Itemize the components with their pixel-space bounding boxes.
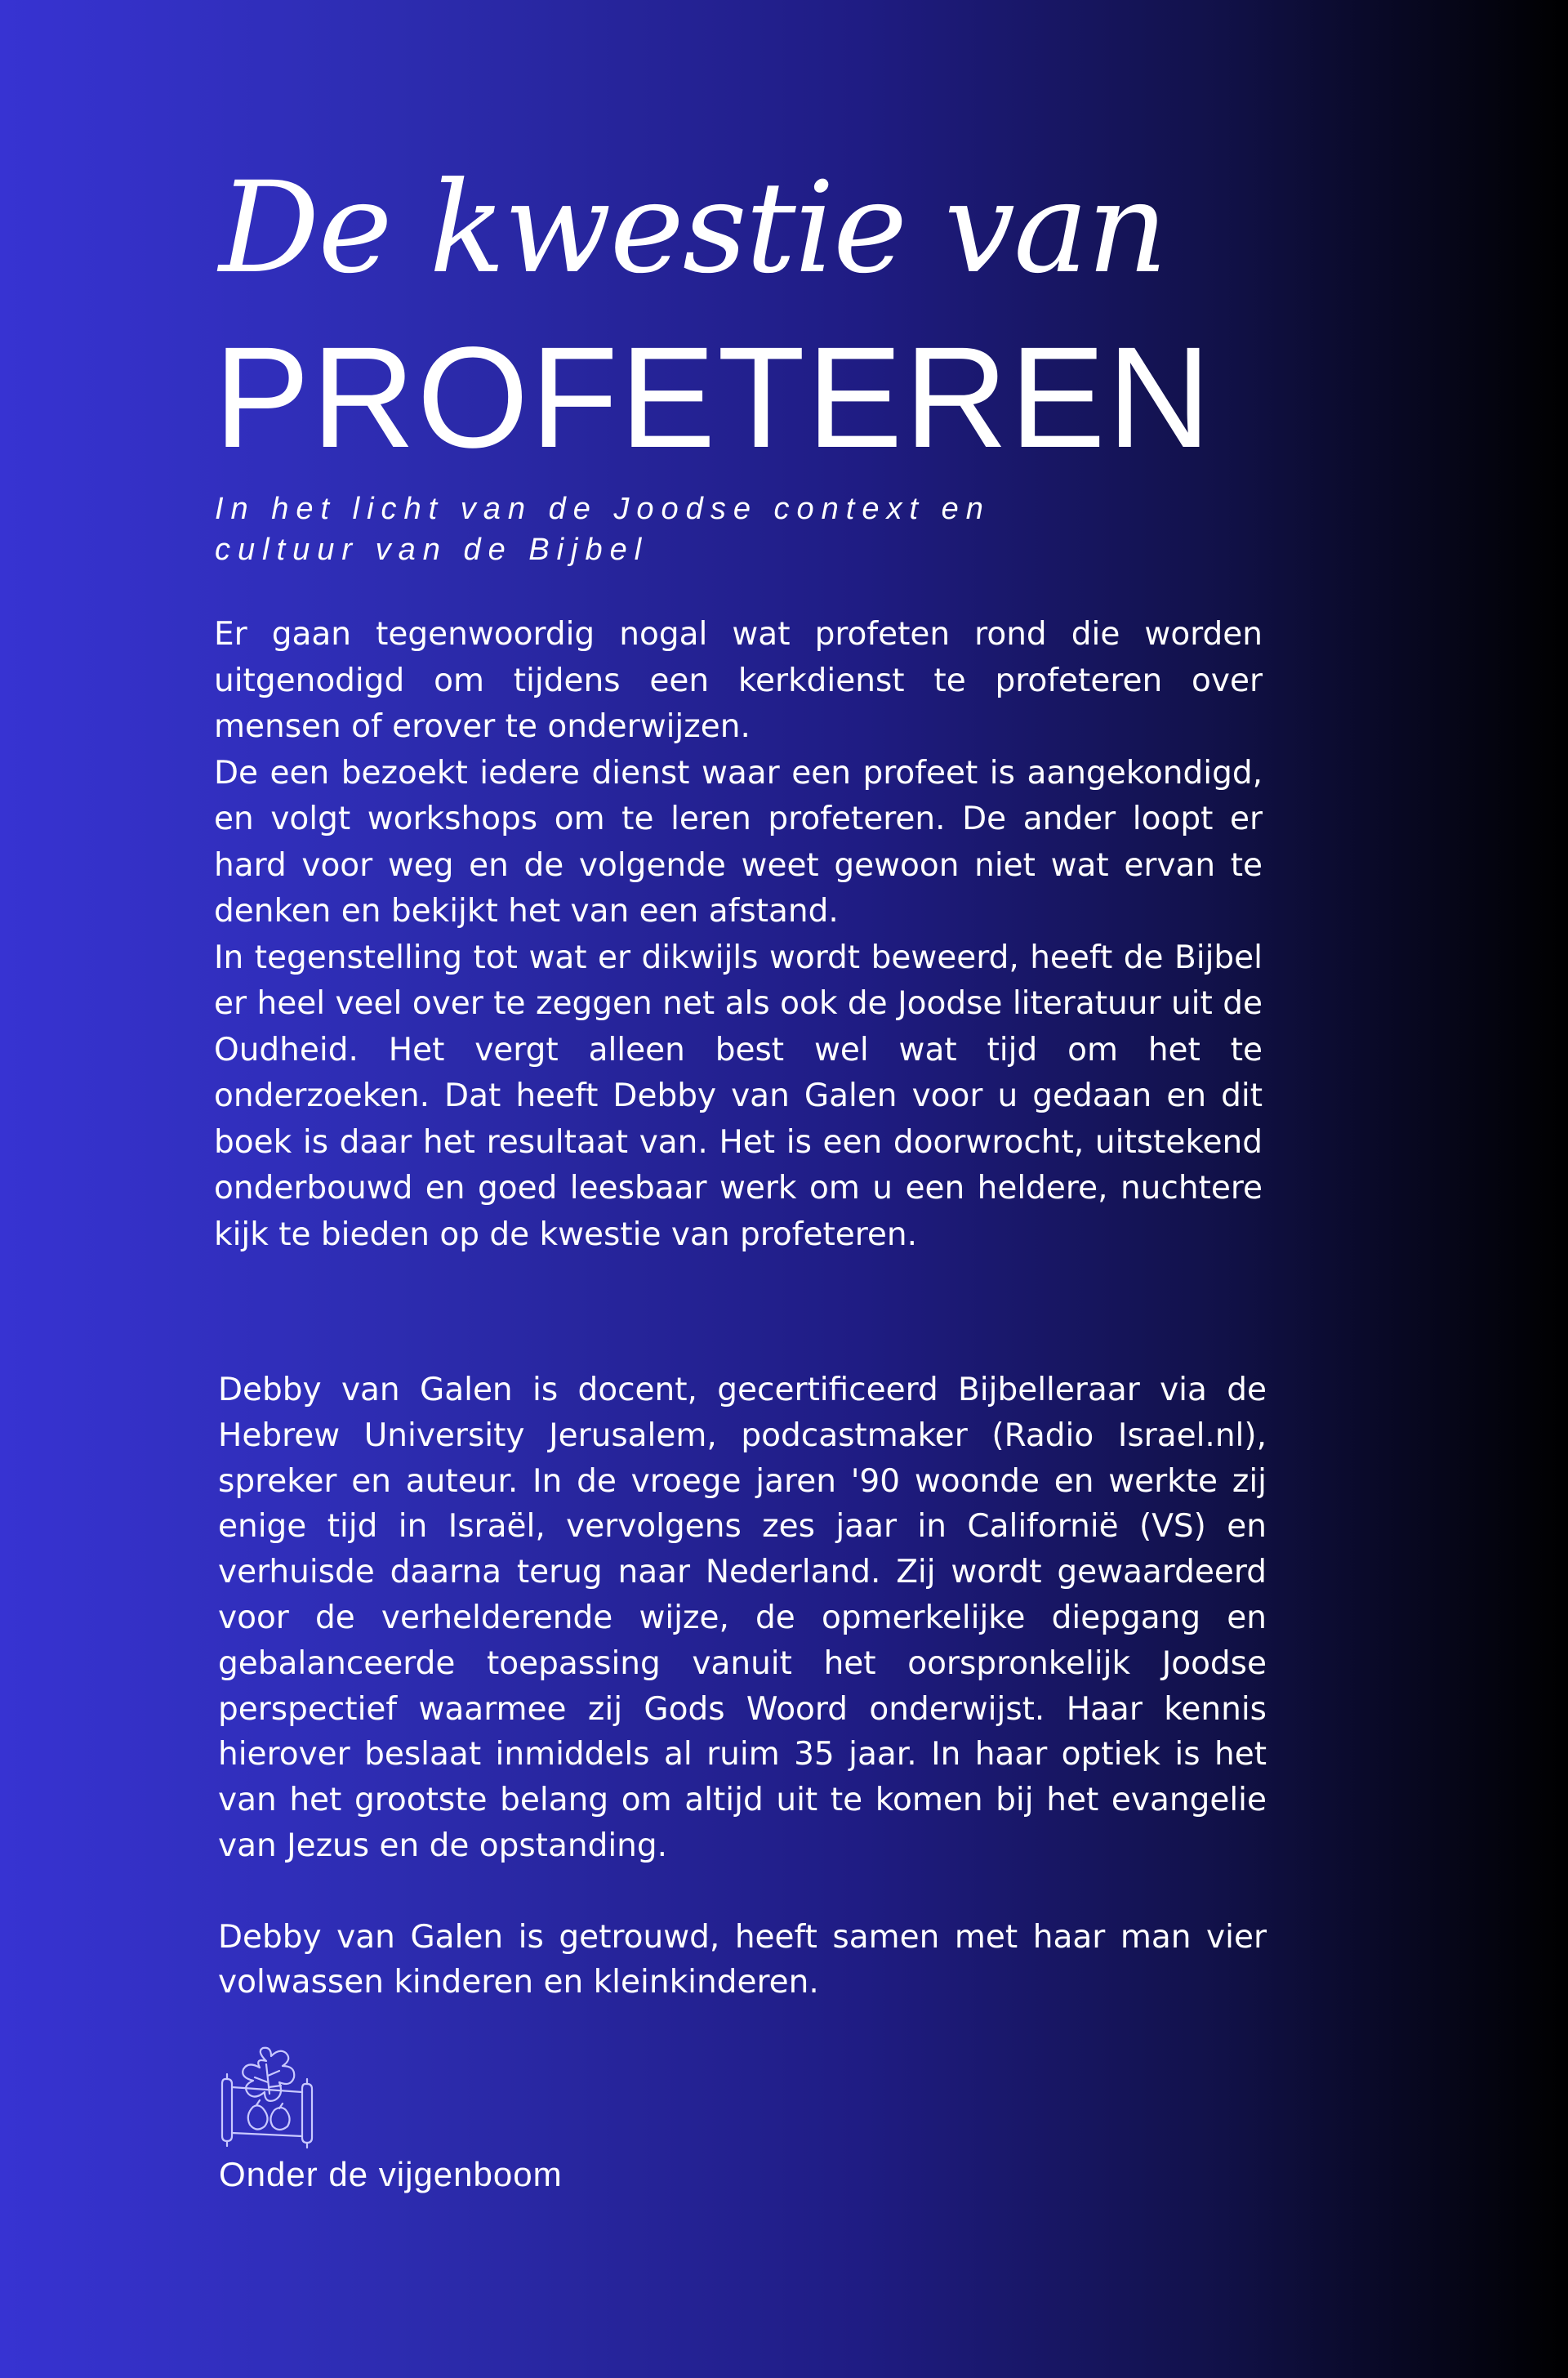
blurb-paragraph: De een bezoekt iedere dienst waar een profeet is aangekondigd, en volgt workshops om te leren profeteren. De ander loopt er hard voor weg en de volgende weet gewoon niet wat ervan te denken en bekijkt het van een afstand.	[214, 754, 1263, 930]
bio-paragraph: Debby van Galen is docent, gecertificeerd Bijbelleraar via de Hebrew University Jerusalem, podcastmaker (Radio Israel.nl), spreker en auteur. In de vroege jaren '90 woonde en werkte zij enige tijd in Israël, vervolgens zes jaar in Californië (VS) en verhuisde daarna terug naar Nederland. Zij wordt gewaardeerd voor de verhelderende wijze, de opmerkelijke diepgang en gebalanceerde toepassing vanuit het oorspronkelijk Joodse perspectief waarmee zij Gods Woord onderwijst. Haar kennis hierover beslaat inmiddels al ruim 35 jaar. In haar optiek is het van het grootste belang om altijd uit te komen bij het evangelie van Jezus en de opstanding.	[218, 1372, 1267, 1864]
blurb-paragraph: Er gaan tegenwoordig nogal wat profeten rond die worden uitgenodigd om tijdens een kerkdienst te profeteren over mensen of erover te onderwijzen.	[214, 616, 1263, 745]
subtitle: In het licht van de Joodse context en cultuur van de Bijbel	[215, 492, 991, 567]
blurb	[214, 612, 1263, 1258]
publisher-name: Onder de vijgenboom	[219, 2155, 563, 2193]
bio-paragraph: Debby van Galen is getrouwd, heeft samen met haar man vier volwassen kinderen en kleinkinderen.	[218, 1918, 1267, 2001]
title-main: PROFETEREN	[214, 318, 1213, 478]
fig-leaf-scroll-icon	[217, 2046, 323, 2148]
author-bio	[218, 1367, 1267, 2005]
title-script: De kwestie van	[219, 155, 1167, 301]
blurb-paragraph: In tegenstelling tot wat er dikwijls wordt beweerd, heeft de Bijbel er heel veel over te zeggen net als ook de Joodse literatuur uit de Oudheid. Het vergt alleen best wel wat tijd om het te onderzoeken. Dat heeft Debby van Galen voor u gedaan en dit boek is daar het resultaat van. Het is een doorwrocht, uitstekend onderbouwd en goed leesbaar werk om u een heldere, nuchtere kijk te bieden op de kwestie van profeteren.	[214, 939, 1263, 1253]
